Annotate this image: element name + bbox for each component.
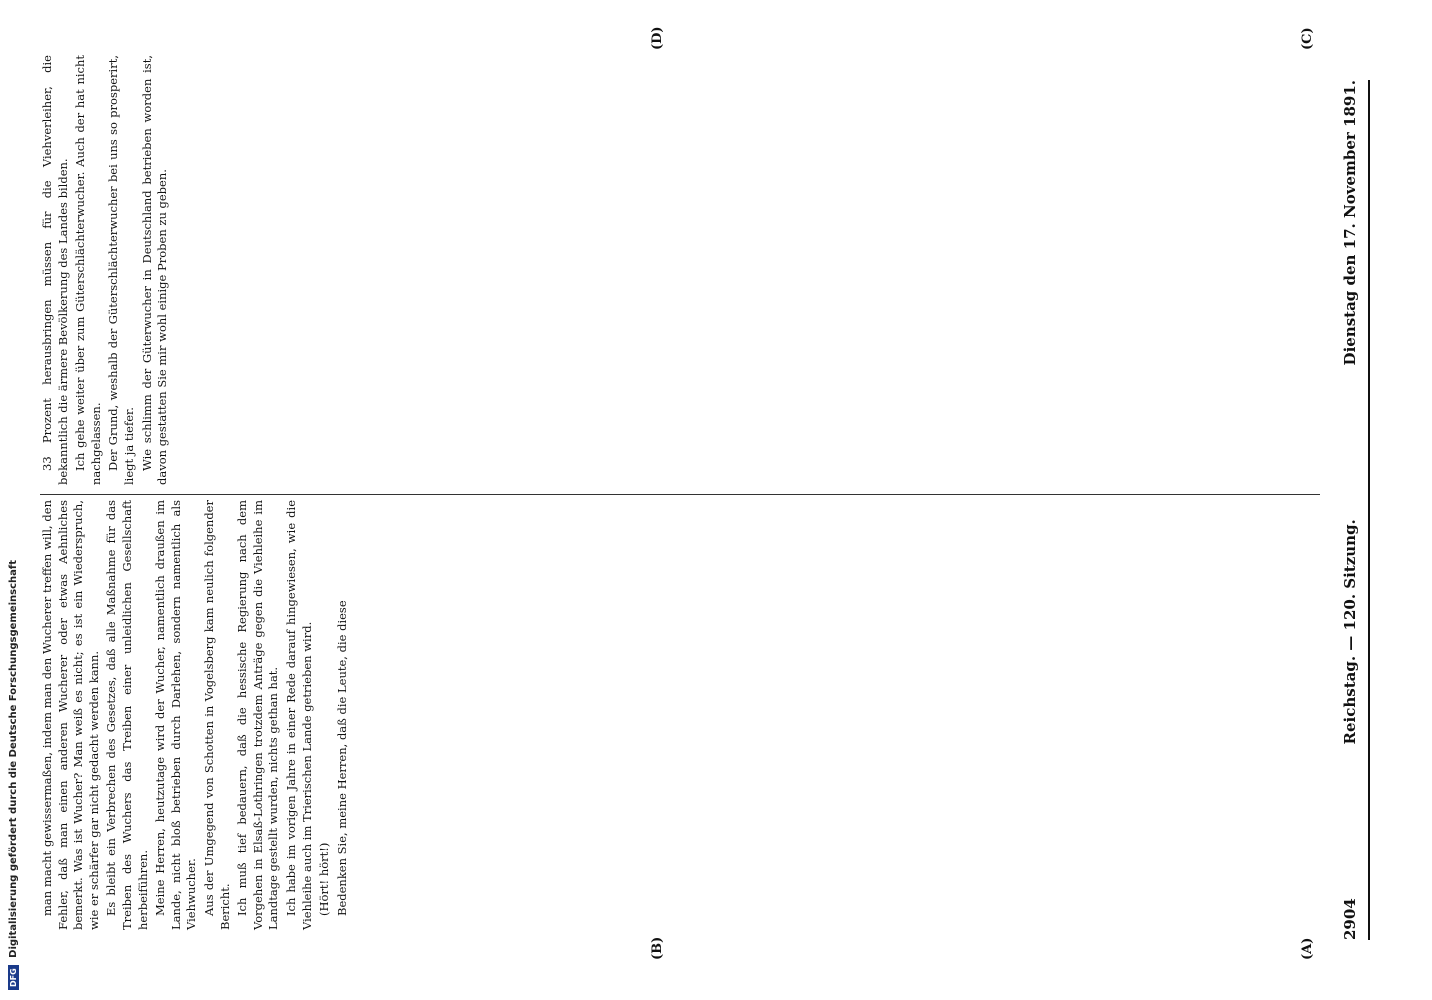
column-divider [40,494,1320,495]
margin-label-d: (D) [650,26,665,50]
left-column-paragraph: Es bleibt ein Verbrechen des Gesetzes, daß alle Maßnahme für das Treiben des Wuchers das Treiben einer unleidlichen Gesellschaft herbeiführen. [104,500,150,930]
right-column-paragraph: 33 Prozent herausbringen müssen für die Viehverleiher, die bekanntlich die ärmere Bevölkerung des Landes bilden. [40,55,70,485]
page-number: 2904 [1341,898,1359,940]
right-column [40,55,173,485]
margin-label-a: (A) [1300,937,1315,960]
left-column-paragraph: (Hört! hört!) [317,842,332,916]
dfg-logo: DFG [8,965,19,990]
left-column-paragraph: Ich habe im vorigen Jahre in einer Rede darauf hingewiesen, wie die Viehleihe auch im Trierischen Lande getrieben wird. [283,500,314,930]
margin-label-c: (C) [1300,27,1315,50]
right-column-paragraph: Der Grund, weshalb der Güterschlächterwucher bei uns so prosperirt, liegt ja tiefer. [106,55,136,485]
left-column-paragraph: Meine Herren, heutzutage wird der Wucher, namentlich draußen im Lande, nicht bloß betrieben durch Darlehen, sondern namentlich als Viehwucher. [153,500,199,930]
right-column-paragraph: Wie schlimm der Güterwucher in Deutschland betrieben worden ist, davon gestatten Sie mir wohl einige Proben zu geben. [139,55,170,485]
footer-text: Digitalisierung gefördert durch die Deutsche Forschungsgemeinschaft [8,559,19,958]
margin-label-b: (B) [650,936,665,960]
session-title: Reichstag. — 120. Sitzung. [1341,519,1359,745]
left-column-paragraph: man macht gewissermaßen, indem man den Wucherer treffen will, den Fehler, daß man einen anderen Wucherer oder etwas Aehnliches bemerkt. Was ist Wucher? Man weiß es nicht; es ist ein Wiederspruch, wie er schärfer gar nicht gedacht werden kann. [40,500,101,930]
left-column-paragraph: Aus der Umgegend von Schotten in Vogelsberg kam neulich folgender Bericht. [201,500,232,930]
left-column-paragraph: Ich muß tief bedauern, daß die hessische Regierung nach dem Vorgehen in Elsaß-Lothringen trotzdem Anträge gegen die Viehleihe im Landtage gestellt wurden, nichts gethan hat. [235,500,281,930]
page-header [1330,80,1370,940]
session-date: Dienstag den 17. November 1891. [1341,80,1359,366]
digitization-footer [8,560,19,990]
header-rule [1368,80,1370,940]
left-column-paragraph: Bedenken Sie, meine Herren, daß die Leute, die diese [334,600,349,916]
right-column-paragraph: Ich gehe weiter über zum Güterschlächterwucher. Auch der hat nicht nachgelassen. [73,55,103,485]
left-column [40,500,352,930]
